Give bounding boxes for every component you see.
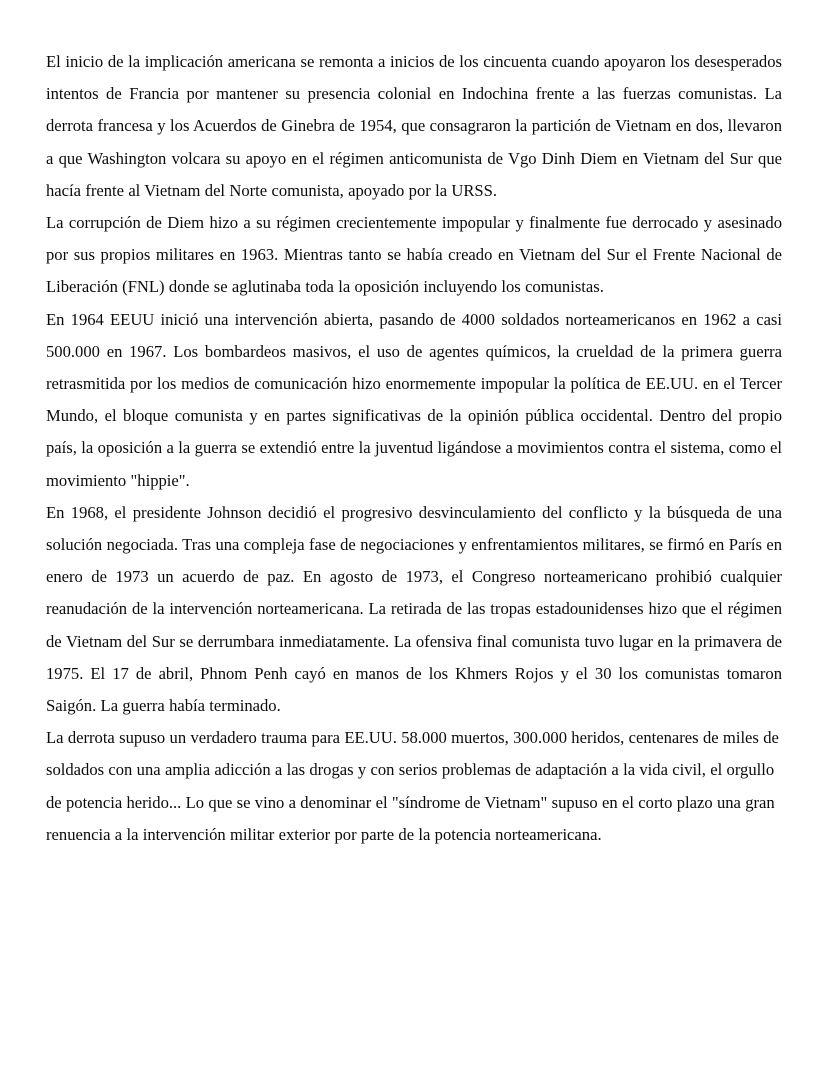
- paragraph-5: La derrota supuso un verdadero trauma para EE.UU. 58.000 muertos, 300.000 heridos, centenares de miles de soldados con una amplia adicción a las drogas y con serios problemas de adaptación a la vida civil, el orgullo de potencia herido... Lo que se vino a denominar el "síndrome de Vietnam" supuso en el corto plazo una gran renuencia a la intervención militar exterior por parte de la potencia norteamericana.: [46, 728, 779, 844]
- document-text-body: [46, 46, 782, 851]
- paragraph-4: En 1968, el presidente Johnson decidió el progresivo desvinculamiento del conflicto y la búsqueda de una solución negociada. Tras una compleja fase de negociaciones y enfrentamientos militares, se firmó en París en enero de 1973 un acuerdo de paz. En agosto de 1973, el Congreso norteamericano prohibió cualquier reanudación de la intervención norteamericana. La retirada de las tropas estadounidenses hizo que el régimen de Vietnam del Sur se derrumbara inmediatamente. La ofensiva final comunista tuvo lugar en la primavera de 1975. El 17 de abril, Phnom Penh cayó en manos de los Khmers Rojos y el 30 los comunistas tomaron Saigón. La guerra había terminado.: [46, 502, 782, 716]
- paragraph-1: El inicio de la implicación americana se remonta a inicios de los cincuenta cuando apoyaron los desesperados intentos de Francia por mantener su presencia colonial en Indochina frente a las fuerzas comunistas. La derrota francesa y los Acuerdos de Ginebra de 1954, que consagraron la partición de Vietnam en dos, llevaron a que Washington volcara su apoyo en el régimen anticomunista de Vgo Dinh Diem en Vietnam del Sur que hacía frente al Vietnam del Norte comunista, apoyado por la URSS.: [46, 52, 782, 200]
- paragraph-3: En 1964 EEUU inició una intervención abierta, pasando de 4000 soldados norteamericanos en 1962 a casi 500.000 en 1967. Los bombardeos masivos, el uso de agentes químicos, la crueldad de la primera guerra retrasmitida por los medios de comunicación hizo enormemente impopular la política de EE.UU. en el Tercer Mundo, el bloque comunista y en partes significativas de la opinión pública occidental. Dentro del propio país, la oposición a la guerra se extendió entre la juventud ligándose a movimientos contra el sistema, como el movimiento "hippie".: [46, 309, 782, 490]
- paragraph-2: La corrupción de Diem hizo a su régimen crecientemente impopular y finalmente fue derrocado y asesinado por sus propios militares en 1963. Mientras tanto se había creado en Vietnam del Sur el Frente Nacional de Liberación (FNL) donde se aglutinaba toda la oposición incluyendo los comunistas.: [46, 213, 782, 297]
